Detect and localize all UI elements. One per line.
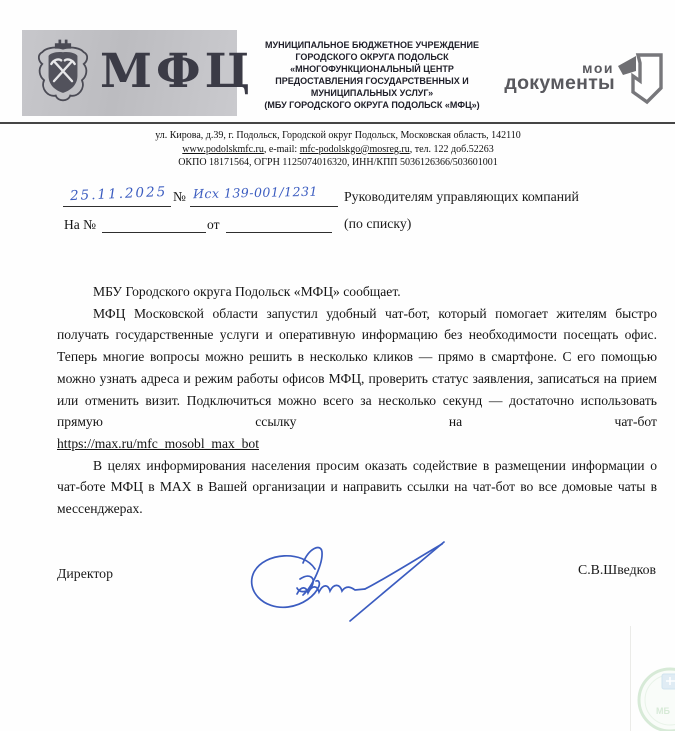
letterhead-divider	[0, 122, 675, 124]
signature-scribble	[243, 537, 453, 627]
letter-body	[57, 281, 657, 520]
contact-line-2	[38, 143, 638, 157]
mfc-logo-box	[22, 30, 255, 116]
org-name-line: ПРЕДОСТАВЛЕНИЯ ГОСУДАРСТВЕННЫХ И	[275, 76, 469, 86]
contact-address: ул. Кирова, д.39, г. Подольск, Городской округ Подольск, Московская область, 142110	[155, 130, 521, 141]
signer-role: Директор	[57, 566, 113, 581]
svg-text:МБ: МБ	[656, 706, 670, 716]
number-sign-label: №	[173, 189, 186, 204]
brand-word-dokumenty: документы	[504, 72, 615, 94]
recipient-line-2: (по списку)	[344, 216, 412, 231]
org-name	[242, 39, 502, 111]
outgoing-number-handwritten: Исх 139-001/1231	[192, 183, 319, 202]
contact-block	[38, 129, 638, 170]
reply-date-underline	[226, 232, 332, 233]
brand-word-moi: мои	[582, 60, 614, 76]
body-paragraph-3: В целях информирования населения просим оказать содействие в размещении информации о чат-боте МФЦ в МАХ в Вашей организации и направить ссылки на чат-бот во все домовые чаты в мессенджерах.	[57, 457, 657, 517]
reply-to-label: На №	[64, 217, 96, 232]
org-name-line: «МНОГОФУНКЦИОНАЛЬНЫЙ ЦЕНТР	[290, 64, 454, 74]
reply-date-label: от	[207, 217, 220, 232]
outgoing-number-underline	[190, 206, 338, 207]
moi-dokumenty-wordmark	[504, 62, 615, 93]
podolsk-coat-of-arms-icon	[35, 36, 91, 110]
chatbot-link[interactable]: https://max.ru/mfc_mosobl_max_bot	[57, 435, 260, 451]
org-name-line: МУНИЦИПАЛЬНОЕ БЮДЖЕТНОЕ УЧРЕЖДЕНИЕ	[265, 40, 479, 50]
signer-name: С.В.Шведков	[578, 562, 657, 577]
contact-phone: , тел. 122 доб.52263	[409, 143, 494, 155]
faint-stamp-icon	[622, 658, 675, 731]
mfc-acronym: МФЦ	[100, 43, 255, 99]
contact-website-link[interactable]: www.podolskmfc.ru	[182, 143, 264, 155]
org-name-line: (МБУ ГОРОДСКОГО ОКРУГА ПОДОЛЬСК «МФЦ»)	[264, 100, 480, 110]
contact-email-link[interactable]: mfc-podolskgo@mosreg.ru	[299, 143, 410, 155]
moi-dokumenty-logo	[491, 50, 667, 110]
org-name-line: ГОРОДСКОГО ОКРУГА ПОДОЛЬСК	[295, 52, 449, 62]
reply-number-underline	[102, 232, 206, 233]
brand-flag-icon	[617, 50, 663, 106]
body-paragraph-2: МФЦ Московской области запустил удобный чат-бот, который помогает жителям быстро получать государственные услуги и оперативную информацию без необходимости посещать офис. Теперь многие вопросы можно решить в несколько кликов — прямо в смартфоне. С его помощью можно узнать адреса и режим работы офисов МФЦ, проверить статус заявления, записаться на прием или отменить визит. Подключиться можно всего за несколько секунд — достаточно использовать прямую ссылку на чат-бот	[57, 305, 657, 430]
outgoing-date-handwritten: 25.11.2025	[69, 183, 168, 205]
outgoing-date-underline	[63, 206, 171, 207]
contact-codes: ОКПО 18171564, ОГРН 1125074016320, ИНН/КПП 5036126366/503601001	[178, 157, 498, 168]
body-paragraph-1: МБУ Городского округа Подольск «МФЦ» сообщает.	[93, 284, 401, 299]
org-name-line: МУНИЦИПАЛЬНЫХ УСЛУГ»	[310, 88, 434, 98]
contact-email-label: , e-mail:	[263, 143, 300, 155]
recipient-line-1: Руководителям управляющих компаний	[344, 189, 579, 204]
